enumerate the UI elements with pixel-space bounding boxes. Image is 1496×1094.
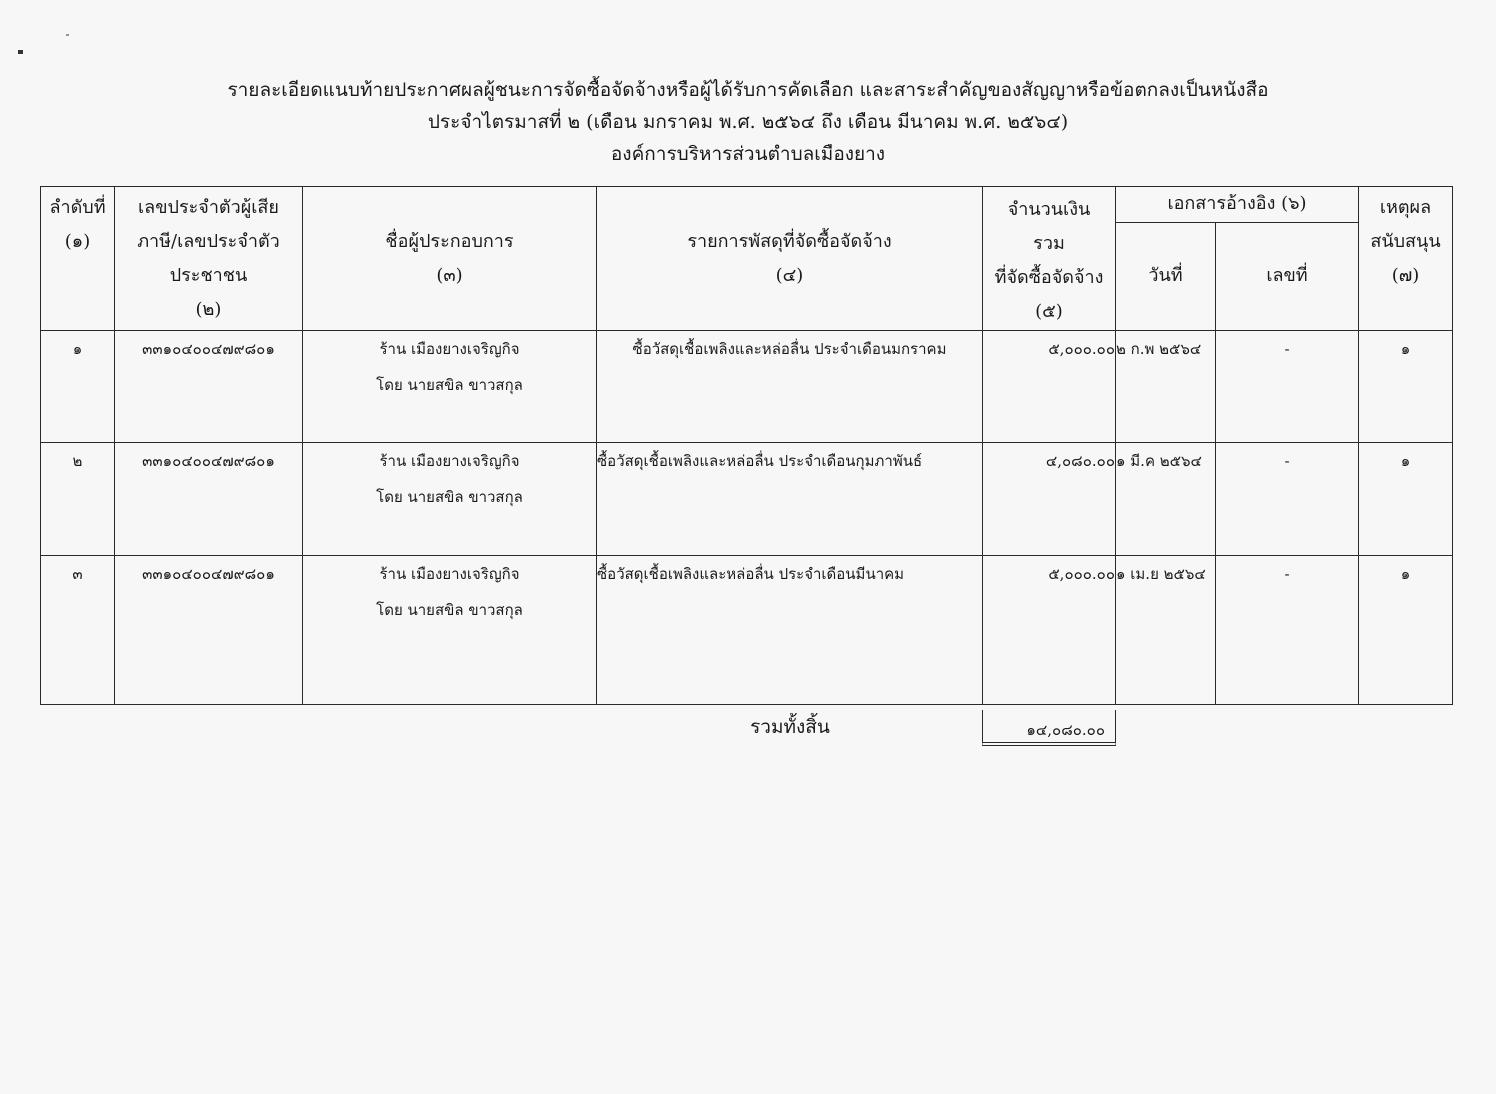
scan-speck [66, 34, 69, 36]
col-header-ref-no: เลขที่ [1216, 223, 1359, 331]
cell-item: ซื้อวัสดุเชื้อเพลิงและหล่อลื่น ประจำเดือนมกราคม [597, 331, 983, 443]
cell-item: ซื้อวัสดุเชื้อเพลิงและหล่อลื่น ประจำเดือนกุมภาพันธ์ [597, 443, 983, 556]
document-heading [0, 74, 1496, 170]
cell-taxid: ๓๓๑๐๔๐๐๔๗๙๘๐๑ [115, 331, 303, 443]
cell-date: ๑ เม.ย ๒๕๖๔ [1116, 556, 1216, 705]
cell-no: ๓ [41, 556, 115, 705]
cell-reason: ๑ [1359, 443, 1453, 556]
cell-amount: ๕,๐๐๐.๐๐ [983, 331, 1116, 443]
cell-reason: ๑ [1359, 331, 1453, 443]
total-label: รวมทั้งสิ้น [750, 716, 830, 738]
col-header-reference: เอกสารอ้างอิง (๖) [1116, 187, 1359, 223]
col-header-vendor: ชื่อผู้ประกอบการ (๓) [303, 187, 597, 331]
cell-taxid: ๓๓๑๐๔๐๐๔๗๙๘๐๑ [115, 556, 303, 705]
col-header-item: รายการพัสดุที่จัดซื้อจัดจ้าง (๔) [597, 187, 983, 331]
cell-amount: ๕,๐๐๐.๐๐ [983, 556, 1116, 705]
cell-amount: ๔,๐๘๐.๐๐ [983, 443, 1116, 556]
table-row [41, 331, 1453, 443]
total-amount: ๑๔,๐๘๐.๐๐ [982, 710, 1116, 746]
cell-reason: ๑ [1359, 556, 1453, 705]
procurement-table [40, 186, 1453, 705]
cell-ref-no: - [1216, 556, 1359, 705]
cell-taxid: ๓๓๑๐๔๐๐๔๗๙๘๐๑ [115, 443, 303, 556]
cell-vendor: ร้าน เมืองยางเจริญกิจ โดย นายสขิล ขาวสกุล [303, 443, 597, 556]
heading-line-2: ประจำไตรมาสที่ ๒ (เดือน มกราคม พ.ศ. ๒๕๖๔ ถึง เดือน มีนาคม พ.ศ. ๒๕๖๔) [427, 111, 1069, 133]
col-header-reason: เหตุผล สนับสนุน (๗) [1359, 187, 1453, 331]
col-header-no: ลำดับที่ (๑) [41, 187, 115, 331]
table-row [41, 443, 1453, 556]
cell-date: ๑ มี.ค ๒๕๖๔ [1116, 443, 1216, 556]
cell-ref-no: - [1216, 443, 1359, 556]
cell-no: ๒ [41, 443, 115, 556]
cell-vendor: ร้าน เมืองยางเจริญกิจ โดย นายสขิล ขาวสกุล [303, 331, 597, 443]
cell-item: ซื้อวัสดุเชื้อเพลิงและหล่อลื่น ประจำเดือนมีนาคม [597, 556, 983, 705]
col-header-amount: จำนวนเงิน รวม ที่จัดซื้อจัดจ้าง (๕) [983, 187, 1116, 331]
cell-date: ๒ ก.พ ๒๕๖๔ [1116, 331, 1216, 443]
heading-line-1: รายละเอียดแนบท้ายประกาศผลผู้ชนะการจัดซื้อจัดจ้างหรือผู้ได้รับการคัดเลือก และสาระสำคัญของสัญญาหรือข้อตกลงเป็นหนังสือ [227, 79, 1269, 101]
scan-speck [18, 50, 23, 54]
table-row [41, 556, 1453, 705]
cell-no: ๑ [41, 331, 115, 443]
cell-vendor: ร้าน เมืองยางเจริญกิจ โดย นายสขิล ขาวสกุล [303, 556, 597, 705]
col-header-ref-date: วันที่ [1116, 223, 1216, 331]
cell-ref-no: - [1216, 331, 1359, 443]
heading-line-3: องค์การบริหารส่วนตำบลเมืองยาง [610, 143, 886, 165]
col-header-taxid: เลขประจำตัวผู้เสีย ภาษี/เลขประจำตัว ประชาชน (๒) [115, 187, 303, 331]
